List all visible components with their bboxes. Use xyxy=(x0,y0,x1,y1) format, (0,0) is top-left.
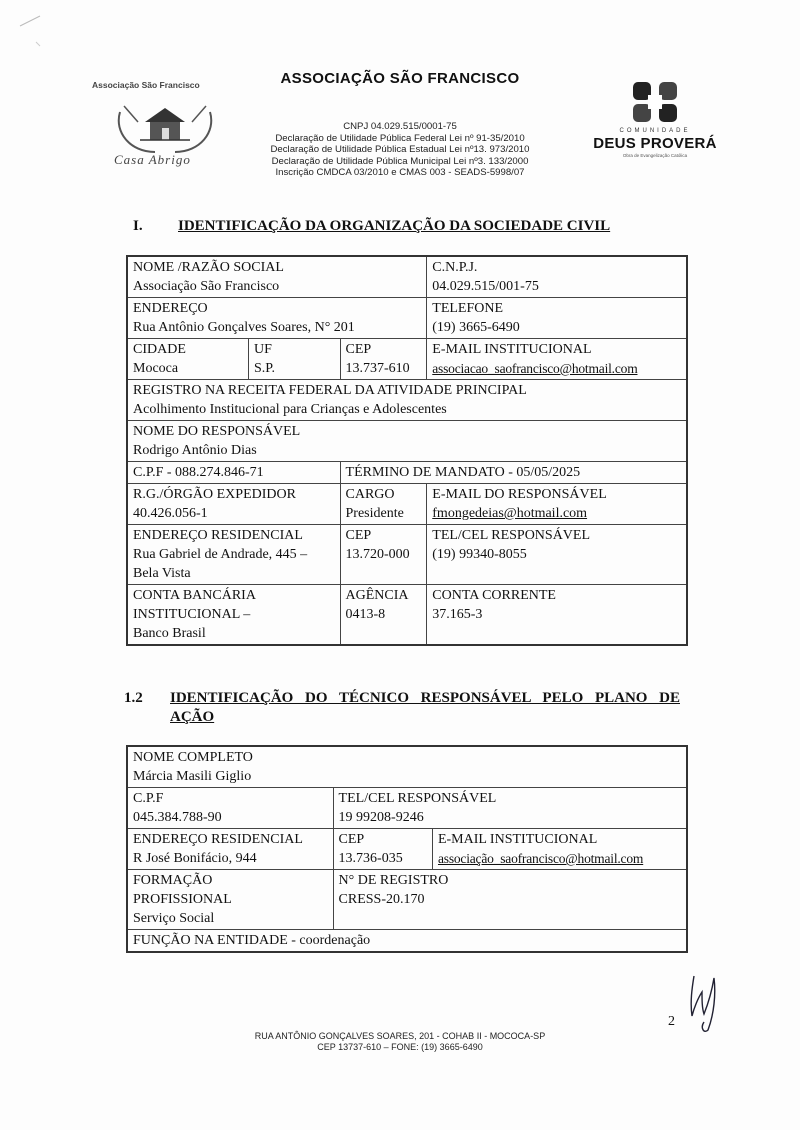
conta-corrente-value: 37.165-3 xyxy=(432,607,483,622)
email-responsavel-cell xyxy=(427,484,687,525)
nome-completo-label: NOME COMPLETO xyxy=(133,750,253,765)
section-1-heading xyxy=(133,218,653,238)
logo-right-tagline: Obra de Evangelização Católica xyxy=(622,153,688,158)
table-row xyxy=(127,421,687,462)
logo-left-top-text: Associação São Francisco xyxy=(92,80,200,90)
nome-completo-value: Márcia Masili Giglio xyxy=(133,769,252,784)
logo-right-brand-text: DEUS PROVERÁ xyxy=(593,135,717,152)
section-2-title-line2: AÇÃO xyxy=(170,709,215,725)
footer-contact: CEP 13737-610 – FONE: (19) 3665-6490 xyxy=(317,1042,483,1052)
agencia-value: 0413-8 xyxy=(345,607,386,622)
agencia-label: AGÊNCIA xyxy=(345,588,409,603)
cep-residencial-value: 13.720-000 xyxy=(345,547,410,562)
cpf-tecnico-value: 045.384.788-90 xyxy=(133,810,222,825)
registration-line: Inscrição CMDCA 03/2010 e CMAS 003 - SEADS-5998/07 xyxy=(275,167,525,179)
table-row xyxy=(127,870,687,930)
table-row xyxy=(127,484,687,525)
conta-bancaria-value: Banco Brasil xyxy=(133,626,206,641)
registro-tecnico-label: N° DE REGISTRO xyxy=(338,873,449,888)
cep-residencial-cell xyxy=(340,525,427,585)
logo-left-bottom-text: Casa Abrigo xyxy=(114,152,191,167)
registro-tecnico-cell xyxy=(333,870,687,930)
cnpj-cell xyxy=(427,256,687,298)
email-institucional-cell xyxy=(427,339,687,380)
email-tecnico-label: E-MAIL INSTITUCIONAL xyxy=(437,832,598,847)
table-row xyxy=(127,585,687,646)
endereco-residencial-cell xyxy=(127,525,340,585)
section-2-number: 1.2 xyxy=(124,690,143,706)
responsavel-value: Rodrigo Antônio Dias xyxy=(133,443,257,458)
razao-social-cell xyxy=(127,256,427,298)
razao-social-label: NOME /RAZÃO SOCIAL xyxy=(133,260,284,275)
mandato-text: TÉRMINO DE MANDATO - 05/05/2025 xyxy=(345,465,581,480)
endereco-tecnico-cell xyxy=(127,829,333,870)
telefone-label: TELEFONE xyxy=(432,301,504,316)
tel-tecnico-cell xyxy=(333,788,687,829)
email-tecnico-value[interactable]: associação_saofrancisco@hotmail.com xyxy=(437,851,644,866)
uf-cell xyxy=(249,339,341,380)
endereco-tecnico-label: ENDEREÇO RESIDENCIAL xyxy=(133,832,303,847)
table-row xyxy=(127,298,687,339)
email-responsavel-value[interactable]: fmongedeias@hotmail.com xyxy=(432,506,588,521)
email-tecnico-cell xyxy=(432,829,687,870)
table-row xyxy=(127,339,687,380)
organization-title: ASSOCIAÇÃO SÃO FRANCISCO xyxy=(280,70,520,87)
cargo-cell xyxy=(340,484,427,525)
agencia-cell xyxy=(340,585,427,646)
conta-corrente-cell xyxy=(427,585,687,646)
funcao-cell xyxy=(127,930,687,953)
community-hands-icon xyxy=(629,78,681,126)
section-2-title-line1: IDENTIFICAÇÃO DO TÉCNICO RESPONSÁVEL PELO PLANO DE xyxy=(170,690,680,706)
cep-residencial-label: CEP xyxy=(345,528,372,543)
cpf-tecnico-cell xyxy=(127,788,333,829)
formacao-label: FORMAÇÃO PROFISSIONAL xyxy=(133,873,232,907)
rg-label: R.G./ÓRGÃO EXPEDIDOR xyxy=(133,487,296,502)
razao-social-value: Associação São Francisco xyxy=(133,279,280,294)
registro-receita-value: Acolhimento Institucional para Crianças e Adolescentes xyxy=(133,402,447,417)
registration-line: Declaração de Utilidade Pública Estadual Lei nº13. 973/2010 xyxy=(270,144,530,156)
cpf-tecnico-label: C.P.F xyxy=(133,791,164,806)
uf-label: UF xyxy=(254,342,272,357)
tel-responsavel-value: (19) 99340-8055 xyxy=(432,547,527,562)
table-row xyxy=(127,930,687,953)
tel-tecnico-label: TEL/CEL RESPONSÁVEL xyxy=(338,791,497,806)
email-institucional-label: E-MAIL INSTITUCIONAL xyxy=(432,342,592,357)
table-row xyxy=(127,525,687,585)
cep-tecnico-label: CEP xyxy=(338,832,365,847)
endereco-tecnico-value: R José Bonifácio, 944 xyxy=(133,851,257,866)
cnpj-value: 04.029.515/001-75 xyxy=(432,279,539,294)
section-1-title: IDENTIFICAÇÃO DA ORGANIZAÇÃO DA SOCIEDADE CIVIL xyxy=(178,218,611,234)
conta-bancaria-cell xyxy=(127,585,340,646)
endereco-cell xyxy=(127,298,427,339)
table-row xyxy=(127,256,687,298)
cep-tecnico-value: 13.736-035 xyxy=(338,851,403,866)
table-row xyxy=(127,788,687,829)
table-row xyxy=(127,462,687,484)
conta-bancaria-label: CONTA BANCÁRIA INSTITUCIONAL – xyxy=(133,588,256,622)
registro-receita-cell xyxy=(127,380,687,421)
uf-value: S.P. xyxy=(254,361,276,376)
page-number: 2 xyxy=(668,1014,675,1029)
endereco-value: Rua Antônio Gonçalves Soares, N° 201 xyxy=(133,320,355,335)
organization-table xyxy=(126,255,688,646)
conta-corrente-label: CONTA CORRENTE xyxy=(432,588,556,603)
endereco-residencial-value: Rua Gabriel de Andrade, 445 – Bela Vista xyxy=(133,547,308,581)
cep-tecnico-cell xyxy=(333,829,432,870)
cep-cell xyxy=(340,339,427,380)
registration-line: CNPJ 04.029.515/0001-75 xyxy=(343,121,457,132)
organization-registration-lines xyxy=(240,121,560,179)
section-1-number: I. xyxy=(133,218,143,234)
cpf-cell xyxy=(127,462,340,484)
casa-abrigo-logo xyxy=(92,80,242,180)
tel-tecnico-value: 19 99208-9246 xyxy=(338,810,424,825)
responsavel-cell xyxy=(127,421,687,462)
email-institucional-value[interactable]: associacao_saofrancisco@hotmail.com xyxy=(432,361,638,376)
table-row xyxy=(127,746,687,788)
rg-cell xyxy=(127,484,340,525)
section-2-heading xyxy=(124,690,684,730)
cidade-value: Mococa xyxy=(133,361,179,376)
registro-tecnico-value: CRESS-20.170 xyxy=(338,892,425,907)
cargo-value: Presidente xyxy=(345,506,404,521)
scan-mark xyxy=(18,12,58,52)
cpf-text: C.P.F - 088.274.846-71 xyxy=(133,465,264,480)
tel-responsavel-label: TEL/CEL RESPONSÁVEL xyxy=(432,528,591,543)
tecnico-table xyxy=(126,745,688,953)
table-row xyxy=(127,829,687,870)
registration-line: Declaração de Utilidade Pública Municipal Lei nº3. 133/2000 xyxy=(271,155,529,167)
deus-provera-logo xyxy=(590,78,720,178)
telefone-value: (19) 3665-6490 xyxy=(432,320,520,335)
rg-value: 40.426.056-1 xyxy=(133,506,208,521)
registro-receita-label: REGISTRO NA RECEITA FEDERAL DA ATIVIDADE PRINCIPAL xyxy=(133,383,527,398)
endereco-label: ENDEREÇO xyxy=(133,301,208,316)
nome-completo-cell xyxy=(127,746,687,788)
cep-value: 13.737-610 xyxy=(345,361,410,376)
tel-responsavel-cell xyxy=(427,525,687,585)
telefone-cell xyxy=(427,298,687,339)
footer-address: RUA ANTÔNIO GONÇALVES SOARES, 201 - COHAB II - MOCOCA-SP xyxy=(254,1031,546,1041)
cnpj-label: C.N.P.J. xyxy=(432,260,478,275)
cargo-label: CARGO xyxy=(345,487,395,502)
handwritten-initials xyxy=(680,968,730,1038)
page-footer xyxy=(0,1031,800,1053)
formacao-cell xyxy=(127,870,333,930)
cidade-label: CIDADE xyxy=(133,342,186,357)
mandato-cell xyxy=(340,462,687,484)
table-row xyxy=(127,380,687,421)
endereco-residencial-label: ENDEREÇO RESIDENCIAL xyxy=(133,528,303,543)
funcao-text: FUNÇÃO NA ENTIDADE - coordenação xyxy=(133,933,371,948)
registration-line: Declaração de Utilidade Pública Federal Lei nº 91-35/2010 xyxy=(275,132,525,144)
formacao-value: Serviço Social xyxy=(133,911,215,926)
responsavel-label: NOME DO RESPONSÁVEL xyxy=(133,424,301,439)
logo-right-top-text: COMUNIDADE xyxy=(619,128,691,134)
cidade-cell xyxy=(127,339,249,380)
cep-label: CEP xyxy=(345,342,372,357)
email-responsavel-label: E-MAIL DO RESPONSÁVEL xyxy=(432,487,607,502)
